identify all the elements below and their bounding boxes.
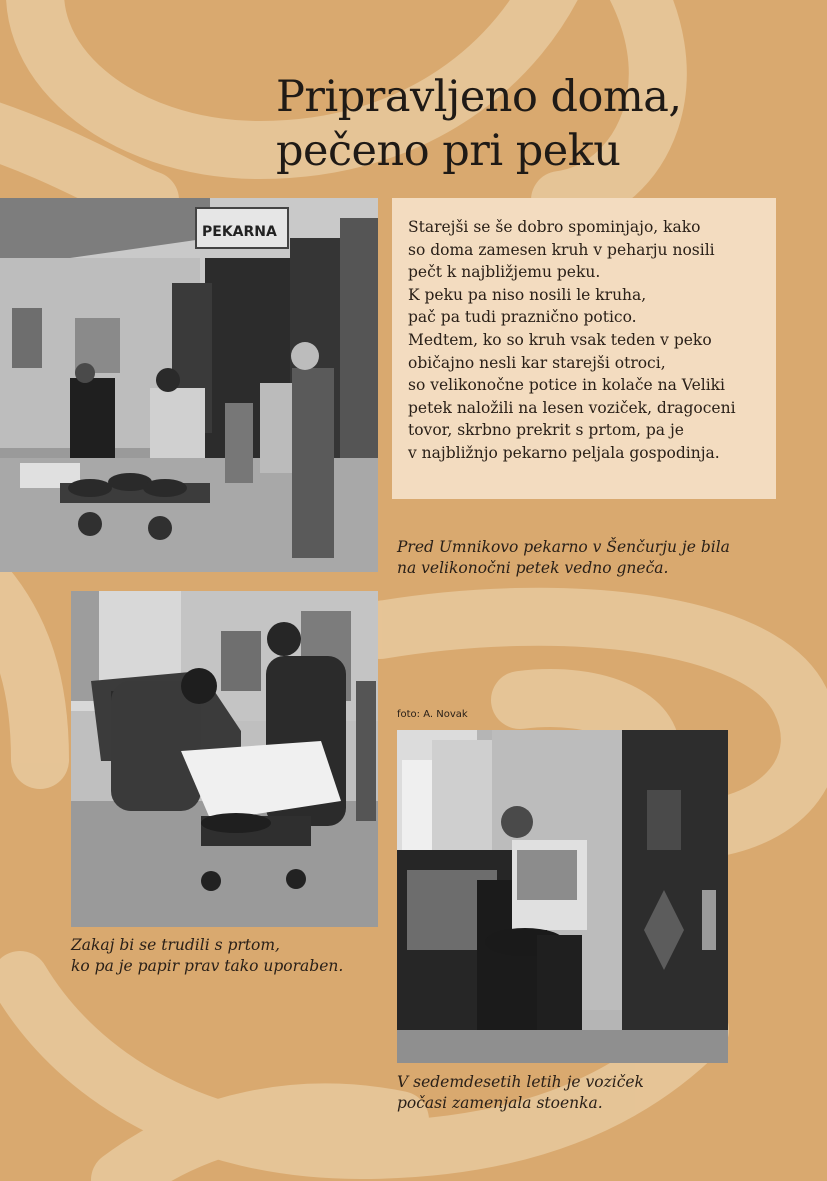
photo-bakery-entrance-caption [397, 537, 730, 579]
story-line: so doma zamesen kruh v peharju nosili [408, 240, 715, 259]
photo-women-with-cart [71, 591, 378, 927]
photo-credit: foto: A. Novak [397, 709, 468, 720]
story-line: pečt k najbližjemu peku. [408, 263, 601, 282]
story-line: petek naložili na lesen voziček, dragoceni [408, 398, 736, 417]
caption-line: ko pa je papir prav tako uporaben. [71, 957, 344, 975]
photo-women-with-cart-caption [71, 935, 343, 977]
photo-man-loading-car-caption [397, 1072, 644, 1114]
story-line: v najbližnjo pekarno peljala gospodinja. [408, 443, 720, 462]
photo-bakery-entrance [0, 198, 378, 572]
photo-man-loading-car-image [397, 730, 728, 1063]
story-line: so velikonočne potice in kolače na Veliki [408, 376, 726, 395]
story-line: pač pa tudi praznično potico. [408, 308, 637, 327]
story-line: Starejši se še dobro spominjajo, kako [408, 218, 701, 236]
caption-line: na velikonočni petek vedno gneča. [397, 559, 669, 577]
photo-women-with-cart-image [71, 591, 378, 927]
caption-line: Zakaj bi se trudili s prtom, [71, 936, 280, 954]
caption-line: počasi zamenjala stoenka. [397, 1094, 603, 1112]
story-line: K peku pa niso nosili le kruha, [408, 285, 647, 304]
photo-bakery-entrance-image [0, 198, 378, 572]
caption-line: V sedemdesetih letih je voziček [397, 1073, 644, 1091]
story-line: tovor, skrbno prekrit s prtom, pa je [408, 421, 684, 440]
title-line-2: pečeno pri peku [276, 126, 621, 176]
title-line-1: Pripravljeno doma, [276, 72, 682, 122]
caption-line: Pred Umnikovo pekarno v Šenčurju je bila [397, 538, 730, 556]
bakery-sign-text: PEKARNA [202, 224, 277, 240]
photo-man-loading-car [397, 730, 728, 1063]
story-line: običajno nesli kar starejši otroci, [408, 353, 666, 372]
page-title [276, 70, 796, 178]
story-text-box [392, 198, 776, 499]
story-line: Medtem, ko so kruh vsak teden v peko [408, 330, 712, 349]
